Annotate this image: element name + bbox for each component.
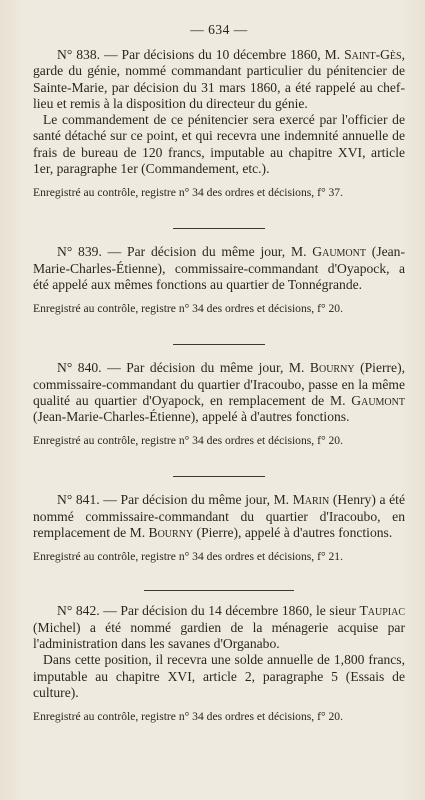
person-name: Saint-Gès <box>344 47 402 62</box>
decision-840 <box>33 360 405 448</box>
registration-note: Enregistré au contrôle, registre n° 34 des ordres et décisions, f° 20. <box>33 434 343 448</box>
person-name: Bourny <box>148 525 194 541</box>
separator-rule <box>173 476 265 477</box>
decision-838 <box>33 47 405 200</box>
person-name: Marin <box>292 492 330 508</box>
page-number: — 634 — <box>190 22 248 37</box>
registration-note: Enregistré au contrôle, registre n° 34 des ordres et décisions, f° 37. <box>33 186 343 200</box>
decision-838-text: N° 838. — Par décisions du 10 décembre 1860, M. Saint-Gès, garde du génie, nommé commandant particulier du pénitencier de Sainte-Marie, par décision du 31 mars 1860, a été rappelé au chef-lieu et remis à la disposition du directeur du génie. <box>33 47 405 111</box>
registration-note: Enregistré au contrôle, registre n° 34 des ordres et décisions, f° 20. <box>33 302 343 316</box>
decision-842-text: N° 842. — Par décision du 14 décembre 1860, le sieur Taupiac (Michel) a été nommé gardien de la ménagerie acquise par l'administration dans les savanes d'Organabo. <box>33 603 405 651</box>
decision-839-text: N° 839. — Par décision du même jour, M. Gaumont (Jean-Marie-Charles-Étienne), commissaire-commandant d'Oyapock, a été appelé aux mêmes fonctions au quartier de Tonnégrande. <box>33 244 406 292</box>
decision-842 <box>33 603 405 724</box>
registration-note: Enregistré au contrôle, registre n° 34 des ordres et décisions, f° 21. <box>33 550 343 564</box>
decision-842-paragraph-2: Dans cette position, il recevra une solde annuelle de 1,800 francs, imputable au chapitre XVI, article 2, paragraphe 5 (Essais de culture). <box>33 652 405 700</box>
decision-839 <box>33 244 405 316</box>
person-name: Gaumont <box>351 392 405 408</box>
person-name: Bourny <box>309 360 355 376</box>
decision-number: N° 840. <box>57 360 102 376</box>
decision-841-text: N° 841. — Par décision du même jour, M. Marin (Henry) a été nommé commissaire-commandant du quartier d'Iracoubo, en remplacement de M. Bourny (Pierre), appelé à d'autres fonctions. <box>33 492 405 541</box>
registration-note: Enregistré au contrôle, registre n° 34 des ordres et décisions, f° 20. <box>33 710 343 724</box>
decision-838-paragraph-2: Le commandement de ce pénitencier sera exercé par l'officier de santé détaché sur ce point, et qui recevra une indemnité annuelle de frais de bureau de 120 francs, imputable au chapitre XVI, article 1er, paragraphe 1er (Commandement, etc.). <box>33 112 405 177</box>
decision-number: N° 839. <box>57 244 102 260</box>
separator-rule <box>144 590 294 591</box>
decision-number: N° 841. <box>57 492 100 508</box>
separator-rule <box>173 228 265 229</box>
decision-841 <box>33 492 405 564</box>
person-name: Taupiac <box>359 603 405 619</box>
person-name: Gaumont <box>312 244 366 260</box>
separator-rule <box>173 344 265 345</box>
decision-840-text: N° 840. — Par décision du même jour, M. Bourny (Pierre), commissaire-commandant du quartier d'Iracoubo, passe en la même qualité au quartier d'Oyapock, en remplacement de M. Gaumont (Jean-Marie-Charles-Étienne), appelé à d'autres fonctions. <box>33 360 405 425</box>
decision-number: N° 842. <box>57 603 100 619</box>
decision-number: N° 838. <box>57 47 101 62</box>
